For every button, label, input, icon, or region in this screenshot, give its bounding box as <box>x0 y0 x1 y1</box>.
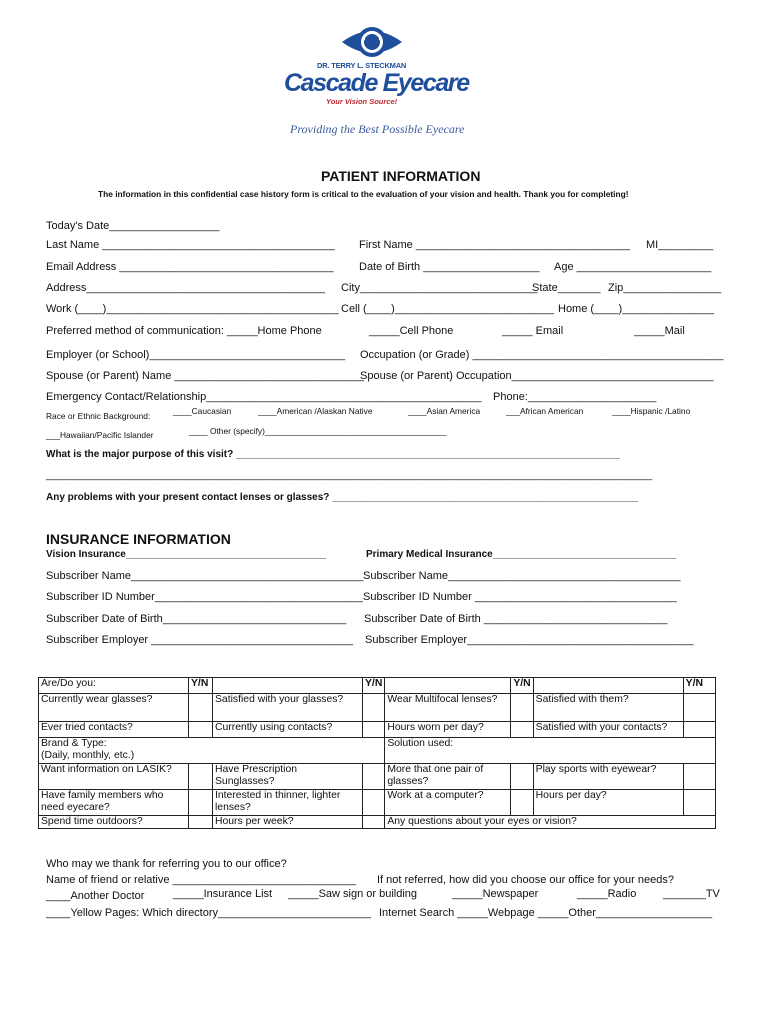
q-brand-type[interactable]: Brand & Type: (Daily, monthly, etc.) <box>39 738 385 764</box>
pref-cell-phone[interactable]: _____Cell Phone <box>369 325 454 337</box>
yn-cell[interactable] <box>683 722 715 738</box>
yn-header: Y/N <box>511 678 533 694</box>
q-hours-worn: Hours worn per day? <box>385 722 511 738</box>
q-family-eyecare: Have family members who need eyecare? <box>39 790 189 816</box>
email-field[interactable]: Email Address ___________________________________ <box>46 261 334 273</box>
pref-home-phone[interactable]: Preferred method of communication: _____Home Phone <box>46 325 322 337</box>
yn-cell[interactable] <box>511 790 533 816</box>
option-insurance-list[interactable]: _____Insurance List <box>173 888 273 900</box>
are-do-you-label: Are/Do you: <box>39 678 189 694</box>
option-radio[interactable]: _____Radio <box>577 888 637 900</box>
table-row <box>39 678 716 694</box>
q-wear-glasses: Currently wear glasses? <box>39 694 189 722</box>
yn-cell[interactable] <box>363 722 385 738</box>
q-computer: Work at a computer? <box>385 790 511 816</box>
race-label: Race or Ethnic Background: <box>46 411 151 421</box>
option-tv[interactable]: _______TV <box>663 888 720 900</box>
subscriber-id-right[interactable]: Subscriber ID Number _________________________________ <box>363 591 677 603</box>
q-outdoors: Spend time outdoors? <box>39 816 189 829</box>
yn-header: Y/N <box>683 678 715 694</box>
race-african[interactable]: ___African American <box>506 406 584 416</box>
work-phone-field[interactable]: Work (____)______________________________________ <box>46 303 339 315</box>
race-hispanic[interactable]: ____Hispanic /Latino <box>612 406 691 416</box>
logo-tagline: Your Vision Source! <box>326 97 398 106</box>
q-satisfied-them: Satisfied with them? <box>533 694 683 722</box>
table-row <box>39 694 716 722</box>
yn-cell[interactable] <box>189 790 213 816</box>
race-asian[interactable]: ____Asian America <box>408 406 481 416</box>
race-american-native[interactable]: ____American /Alaskan Native <box>258 406 373 416</box>
cell-phone-field[interactable]: Cell (____)__________________________ <box>341 303 554 315</box>
q-thinner-lenses: Interested in thinner, lighter lenses? <box>213 790 363 816</box>
table-row <box>39 722 716 738</box>
table-row <box>39 738 716 764</box>
spouse-occupation-field[interactable]: Spouse (or Parent) Occupation_________________________________ <box>360 370 714 382</box>
q-more-than-one: More that one pair of glasses? <box>385 764 511 790</box>
option-another-doctor[interactable]: ____Another Doctor <box>46 890 145 902</box>
q-satisfied-glasses: Satisfied with your glasses? <box>213 694 363 722</box>
option-yellow-pages[interactable]: ____Yellow Pages: Which directory_________________________ <box>46 907 371 919</box>
eyecare-questions-table <box>38 677 716 829</box>
pref-email[interactable]: _____ Email <box>502 325 564 337</box>
yn-cell[interactable] <box>363 790 385 816</box>
q-hours-per-day: Hours per day? <box>533 790 683 816</box>
home-phone-field[interactable]: Home (____)_______________ <box>558 303 714 315</box>
pref-mail[interactable]: _____Mail <box>634 325 685 337</box>
yn-cell[interactable] <box>363 694 385 722</box>
subscriber-dob-left[interactable]: Subscriber Date of Birth______________________________ <box>46 613 347 625</box>
vision-insurance-field[interactable]: Vision Insurance____________________________________ <box>46 549 327 560</box>
not-referred-label: If not referred, how did you choose our office for your needs? <box>377 874 674 886</box>
yn-header: Y/N <box>189 678 213 694</box>
q-play-sports: Play sports with eyewear? <box>533 764 683 790</box>
city-field[interactable]: City_____________________________ <box>341 282 538 294</box>
q-solution[interactable]: Solution used: <box>385 738 715 764</box>
lens-problems-field[interactable]: Any problems with your present contact lenses or glasses? _______________________________________________________ <box>46 492 639 503</box>
q-wear-multifocal: Wear Multifocal lenses? <box>385 694 511 722</box>
option-saw-sign[interactable]: _____Saw sign or building <box>288 888 418 900</box>
emergency-phone-field[interactable]: Phone:_____________________ <box>493 391 657 403</box>
subscriber-employer-right[interactable]: Subscriber Employer_____________________________________ <box>365 634 694 646</box>
yn-cell[interactable] <box>683 790 715 816</box>
friend-relative-field[interactable]: Name of friend or relative ______________________________ <box>46 874 357 886</box>
q-using-contacts: Currently using contacts? <box>213 722 363 738</box>
visit-purpose-field[interactable]: What is the major purpose of this visit? _____________________________________________________________________ <box>46 449 620 460</box>
primary-insurance-field[interactable]: Primary Medical Insurance_________________________________ <box>366 549 677 560</box>
spouse-name-field[interactable]: Spouse (or Parent) Name _______________________________ <box>46 370 365 382</box>
yn-header: Y/N <box>363 678 385 694</box>
todays-date-field[interactable]: Today's Date__________________ <box>46 220 220 232</box>
race-caucasian[interactable]: ____Caucasian <box>173 406 232 416</box>
slogan: Providing the Best Possible Eyecare <box>290 122 465 136</box>
mi-field[interactable]: MI_________ <box>646 239 714 251</box>
address-field[interactable]: Address_______________________________________ <box>46 282 325 294</box>
table-row <box>39 764 716 790</box>
race-hawaiian[interactable]: ___Hawaiian/Pacific Islander <box>46 430 154 440</box>
visit-purpose-line[interactable]: _____________________________________________________________________________________________________________ <box>46 470 653 481</box>
table-row <box>39 816 716 829</box>
referral-question: Who may we thank for referring you to our office? <box>46 858 287 870</box>
employer-field[interactable]: Employer (or School)________________________________ <box>46 349 346 361</box>
yn-cell[interactable] <box>511 764 533 790</box>
intro-text: The information in this confidential case history form is critical to the evaluation of your vision and health. Thank you for completing! <box>98 189 629 199</box>
insurance-heading: INSURANCE INFORMATION <box>46 531 231 547</box>
logo-brand: Cascade Eyecare <box>284 69 469 97</box>
yn-cell[interactable] <box>363 816 385 829</box>
q-ever-contacts: Ever tried contacts? <box>39 722 189 738</box>
yn-cell[interactable] <box>363 764 385 790</box>
yn-cell[interactable] <box>189 694 213 722</box>
emergency-contact-field[interactable]: Emergency Contact/Relationship_____________________________________________ <box>46 391 482 403</box>
logo <box>280 22 469 112</box>
yn-cell[interactable] <box>189 722 213 738</box>
q-questions[interactable]: Any questions about your eyes or vision? <box>385 816 715 829</box>
option-internet[interactable]: Internet Search _____Webpage _____Other___________________ <box>379 907 713 919</box>
q-satisfied-contacts: Satisfied with your contacts? <box>533 722 683 738</box>
yn-cell[interactable] <box>683 764 715 790</box>
logo-doctor: DR. TERRY L. STECKMAN <box>317 61 407 70</box>
yn-cell[interactable] <box>189 764 213 790</box>
yn-cell[interactable] <box>189 816 213 829</box>
first-name-field[interactable]: First Name ___________________________________ <box>359 239 630 251</box>
q-rx-sunglasses: Have Prescription Sunglasses? <box>213 764 363 790</box>
table-row <box>39 790 716 816</box>
yn-cell[interactable] <box>683 694 715 722</box>
subscriber-dob-right[interactable]: Subscriber Date of Birth ______________________________ <box>364 613 668 625</box>
dob-field[interactable]: Date of Birth ___________________ <box>359 261 540 273</box>
subscriber-employer-left[interactable]: Subscriber Employer _________________________________ <box>46 634 354 646</box>
page-title: PATIENT INFORMATION <box>321 168 481 184</box>
occupation-field[interactable]: Occupation (or Grade) _________________________________________ <box>360 349 724 361</box>
last-name-field[interactable]: Last Name ______________________________________ <box>46 239 335 251</box>
yn-cell[interactable] <box>511 694 533 722</box>
state-field[interactable]: State_______ <box>532 282 601 294</box>
subscriber-id-left[interactable]: Subscriber ID Number__________________________________ <box>46 591 363 603</box>
option-newspaper[interactable]: _____Newspaper <box>452 888 539 900</box>
q-lasik: Want information on LASIK? <box>39 764 189 790</box>
subscriber-name-left[interactable]: Subscriber Name______________________________________ <box>46 570 364 582</box>
q-hours-week: Hours per week? <box>213 816 363 829</box>
eye-logo-icon <box>280 22 460 62</box>
yn-cell[interactable] <box>511 722 533 738</box>
subscriber-name-right[interactable]: Subscriber Name______________________________________ <box>363 570 681 582</box>
zip-field[interactable]: Zip________________ <box>608 282 722 294</box>
race-other[interactable]: ____ Other (specify)_______________________________________ <box>189 426 447 436</box>
age-field[interactable]: Age ______________________ <box>554 261 712 273</box>
